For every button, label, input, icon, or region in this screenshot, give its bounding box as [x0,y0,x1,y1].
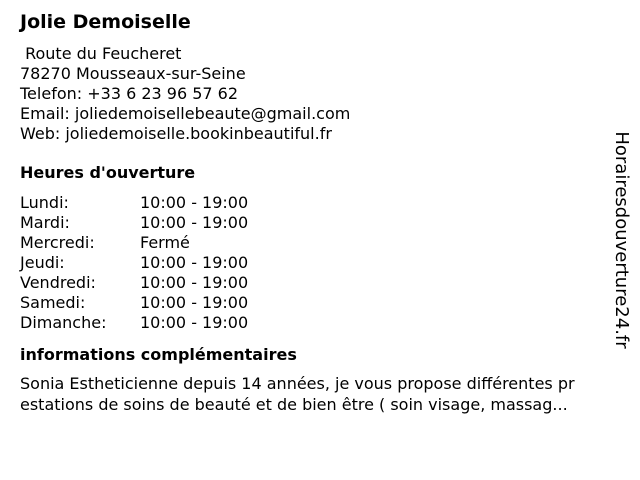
day-hours: 10:00 - 19:00 [140,253,249,272]
day-hours: 10:00 - 19:00 [140,193,249,212]
business-name: Jolie Demoiselle [20,11,191,33]
address-street: Route du Feucheret [20,44,182,63]
description-line-1: Sonia Estheticienne depuis 14 années, je vous propose différentes pr [20,374,575,393]
hours-row-sunday [20,313,610,333]
web-line: Web: joliedemoiselle.bookinbeautiful.fr [20,124,332,143]
day-label: Dimanche: [20,313,107,332]
day-label: Vendredi: [20,273,96,292]
email-line: Email: joliedemoisellebeaute@gmail.com [20,104,351,123]
day-label: Mardi: [20,213,70,232]
opening-hours-table [20,193,610,333]
site-watermark: Horairesdouverture24.fr [611,131,632,349]
hours-row-monday [20,193,610,213]
hours-row-saturday [20,293,610,313]
description-line-2: estations de soins de beauté et de bien être ( soin visage, massag... [20,395,568,414]
address-city: 78270 Mousseaux-sur-Seine [20,64,246,83]
hours-row-tuesday [20,213,610,233]
phone-line: Telefon: +33 6 23 96 57 62 [20,84,239,103]
additional-info-title: informations complémentaires [20,345,297,364]
hours-row-thursday [20,253,610,273]
day-label: Lundi: [20,193,69,212]
business-card [20,10,610,415]
day-label: Jeudi: [20,253,65,272]
day-hours: Fermé [140,233,190,252]
day-hours: 10:00 - 19:00 [140,273,249,292]
day-label: Samedi: [20,293,86,312]
day-hours: 10:00 - 19:00 [140,213,249,232]
day-hours: 10:00 - 19:00 [140,293,249,312]
day-label: Mercredi: [20,233,95,252]
day-hours: 10:00 - 19:00 [140,313,249,332]
hours-row-wednesday [20,233,610,253]
hours-row-friday [20,273,610,293]
opening-hours-title: Heures d'ouverture [20,163,196,182]
